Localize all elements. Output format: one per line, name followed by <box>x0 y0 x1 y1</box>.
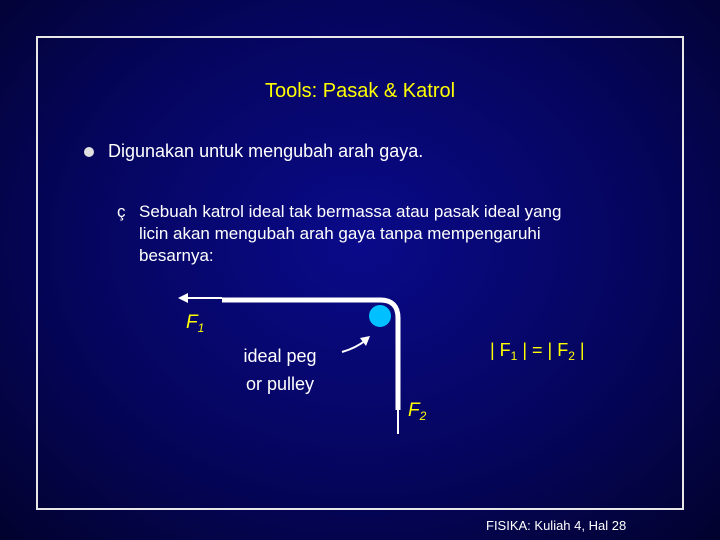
f1-arrow-head <box>178 293 188 303</box>
arrow-bullet-icon: ç <box>117 202 126 221</box>
bullet-text: Digunakan untuk mengubah arah gaya. <box>108 141 424 161</box>
pulley-icon <box>369 305 391 327</box>
pulley-label-line-2: or pulley <box>245 374 315 394</box>
f1-label: $F_1$ <box>186 312 205 335</box>
pulley-label-line-1: ideal peg <box>243 346 317 366</box>
force-equation: | $F_1$ | = | $F_2$ | <box>490 340 585 363</box>
f2-label: $F_2$ <box>408 400 427 423</box>
sub-bullet-line-3: besarnya: <box>139 246 214 265</box>
sub-bullet-text-1: Sebuah katrol ideal tak bermassa atau pasak ideal yang <box>139 202 562 221</box>
slide-title: Tools: Pasak & Katrol <box>264 80 456 102</box>
pulley-label <box>232 342 328 398</box>
footer-page-info: FISIKA: Kuliah 4, Hal 28 <box>486 518 627 533</box>
sub-bullet-line-2: licin akan mengubah arah gaya tanpa mempengaruhi <box>139 224 541 243</box>
pointer-arrow <box>342 340 366 352</box>
pointer-arrow-head <box>360 336 370 346</box>
